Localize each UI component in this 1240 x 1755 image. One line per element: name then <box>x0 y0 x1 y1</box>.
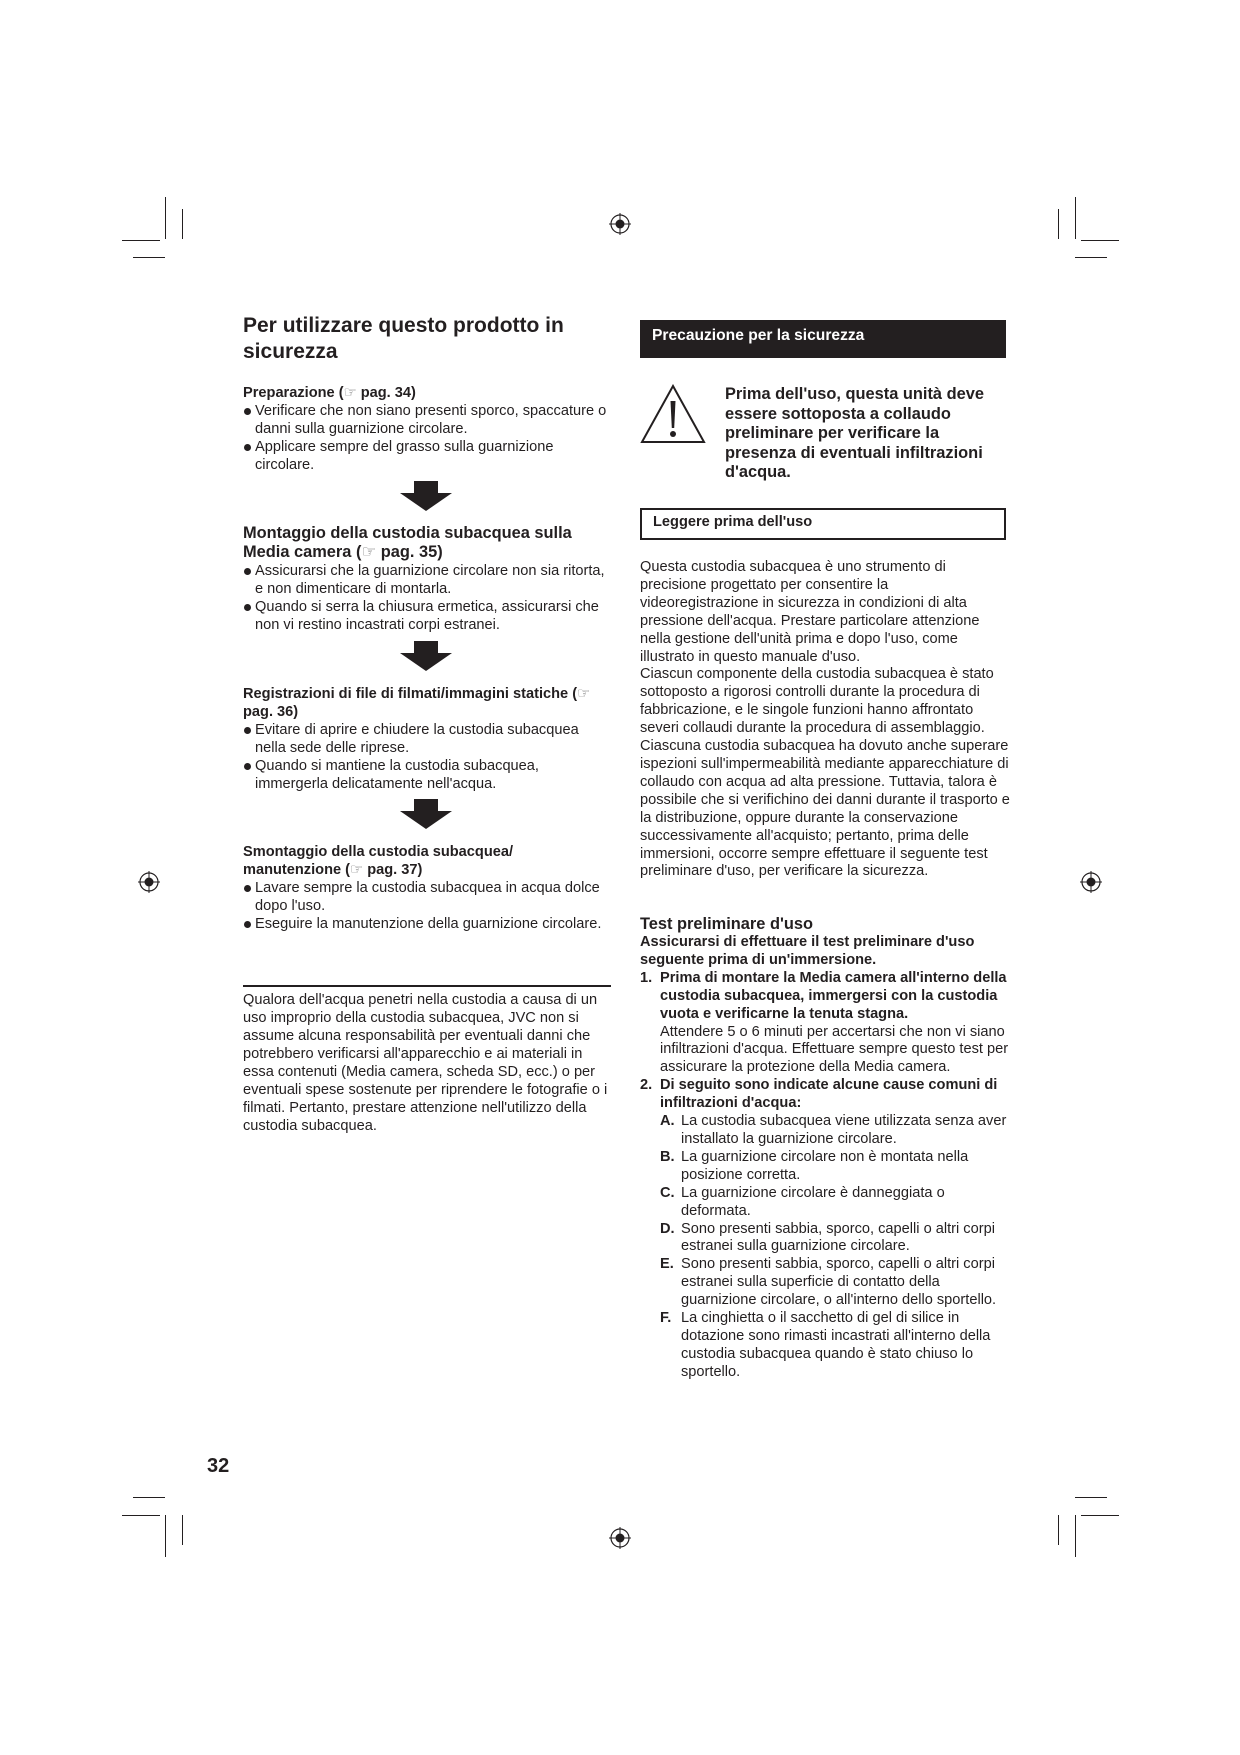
warning-icon <box>640 384 706 444</box>
registration-mark-left <box>138 871 160 893</box>
numbered-item-heading: Prima di montare la Media camera all'interno della custodia subacquea, immergersi con la custodia vuota e verificarne la tenuta stagna. <box>660 969 1007 1022</box>
arrow-down-icon <box>400 799 452 829</box>
page-reference: pag. 34 <box>360 385 412 401</box>
list-item: Evitare di aprire e chiudere la custodia subacquea nella sede delle riprese. <box>243 721 613 757</box>
step-title: Registrazioni di file di filmati/immagini statiche (☞ pag. 36) <box>243 686 591 720</box>
step-recording <box>243 685 613 793</box>
step-mounting <box>243 524 613 634</box>
step-title: Preparazione (☞ pag. 34) <box>243 385 416 401</box>
page-reference: pag. 35 <box>380 543 438 561</box>
list-item: Quando si serra la chiusura ermetica, assicurarsi che non vi restino incastrati corpi estranei. <box>243 598 613 634</box>
list-item: Quando si mantiene la custodia subacquea, immergerla delicatamente nell'acqua. <box>243 757 613 793</box>
step-maintenance <box>243 843 613 933</box>
test-title: Test preliminare d'uso <box>640 915 814 933</box>
page-reference-icon: ☞ <box>577 686 591 702</box>
read-first-heading: Leggere prima dell'uso <box>640 508 1006 540</box>
cause-item: D. Sono presenti sabbia, sporco, capelli o altri corpi estranei sulla guarnizione circolare. <box>660 1220 995 1255</box>
test-intro: Assicurarsi di effettuare il test preliminare d'uso seguente prima di un'immersione. <box>640 934 975 968</box>
list-item: Applicare sempre del grasso sulla guarnizione circolare. <box>243 438 613 474</box>
list-item: Assicurarsi che la guarnizione circolare non sia ritorta, e non dimenticare di montarla. <box>243 562 613 598</box>
cause-item: B. La guarnizione circolare non è montata nella posizione corretta. <box>660 1148 969 1183</box>
page-reference: pag. 36 <box>243 704 294 720</box>
divider <box>243 985 611 987</box>
step-title: Smontaggio della custodia subacquea/ manutenzione (☞ pag. 37) <box>243 844 514 878</box>
list-item: Lavare sempre la custodia subacquea in acqua dolce dopo l'uso. <box>243 879 613 915</box>
registration-mark-bottom <box>609 1527 631 1549</box>
step-preparation <box>243 384 613 474</box>
safety-banner: Precauzione per la sicurezza <box>640 320 1006 358</box>
numbered-item-heading: Di seguito sono indicate alcune cause comuni di infiltrazioni d'acqua: <box>660 1077 998 1112</box>
cause-item: C. La guarnizione circolare è danneggiata o deformata. <box>660 1184 945 1219</box>
page-reference-icon: ☞ <box>350 862 364 878</box>
body-paragraph: Questa custodia subacquea è uno strumento di precisione progettato per consentire la videoregistrazione in sicurezza in condizioni di alta pressione dell'acqua. Prestare particolare attenzione nella gestione dell'unità prima e dopo l'uso, come illustrato in questo manuale d'uso. <box>640 559 980 665</box>
page-number: 32 <box>207 1455 230 1477</box>
intro-body <box>640 559 1010 881</box>
page-reference-icon: ☞ <box>343 385 357 401</box>
test-section <box>640 915 1010 1382</box>
numbered-item: 2. Di seguito sono indicate alcune cause comuni di infiltrazioni d'acqua: A. La custodia subacquea viene utilizzata senza aver installato la guarnizione circolare. B. La guarnizione circolare non è montata nella posizione corretta. C. La guarnizione circolare è danneggiata o deformata. D. Sono presenti sabbia, sporco, capelli o altri corpi estranei sulla guarnizione circolare. E. Sono presenti sabbia, sporco, capelli o altri corpi estranei sulla superficie di contatto della guarnizione circolare, o all'interno dello sportello. F. La cinghietta o il sacchetto di gel di silice in dotazione sono rimasti incastrati all'interno della custodia subacquea quando è stato chiuso lo sportello. <box>640 1077 1010 1381</box>
cause-item: A. La custodia subacquea viene utilizzata senza aver installato la guarnizione circolare. <box>660 1113 1007 1147</box>
numbered-item: 1. Prima di montare la Media camera all'interno della custodia subacquea, immergersi con la custodia vuota e verificarne la tenuta stagna. Attendere 5 o 6 minuti per accertarsi che non vi siano infiltrazioni d'acqua. Effettuare sempre questo test per assicurare la protezione della Media camera. <box>640 969 1009 1076</box>
arrow-down-icon <box>400 641 452 671</box>
numbered-item-text: Attendere 5 o 6 minuti per accertarsi che non vi siano infiltrazioni d'acqua. Effettuare sempre questo test per assicurare la protezione della Media camera. <box>660 1023 1009 1076</box>
registration-mark-top <box>609 213 631 235</box>
page-reference: pag. 37 <box>367 862 418 878</box>
step-title: Montaggio della custodia subacquea sulla Media camera (☞ pag. 35) <box>243 524 572 561</box>
disclaimer-text: Qualora dell'acqua penetri nella custodia a causa di un uso improprio della custodia subacquea, JVC non si assume alcuna responsabilità per eventuali danni che potrebbero verificarsi all'apparecchio e ai materiali in essa contenuti (Media camera, scheda SD, ecc.) o per eventuali spese sostenute per riprendere le fotografie o i filmati. Pertanto, prestare attenzione nell'utilizzo della custodia subacquea. <box>243 992 608 1134</box>
arrow-down-icon <box>400 481 452 511</box>
warning-text: Prima dell'uso, questa unità deve essere sottoposta a collaudo preliminare per verificare la presenza di eventuali infiltrazioni d'acqua. <box>725 385 984 481</box>
registration-mark-right <box>1080 871 1102 893</box>
cause-item: E. Sono presenti sabbia, sporco, capelli o altri corpi estranei sulla superficie di contatto della guarnizione circolare, o all'interno dello sportello. <box>660 1256 997 1309</box>
list-item: Verificare che non siano presenti sporco, spaccature o danni sulla guarnizione circolare. <box>243 402 613 438</box>
cause-item: F. La cinghietta o il sacchetto di gel di silice in dotazione sono rimasti incastrati all'interno della custodia subacquea quando è stato chiuso lo sportello. <box>660 1310 991 1380</box>
body-paragraph: Ciascun componente della custodia subacquea è stato sottoposto a rigorosi controlli durante la procedura di fabbricazione, e le singole funzioni hanno affrontato severi collaudi durante la procedura di assemblaggio. Ciascuna custodia subacquea ha dovuto anche superare ispezioni sull'impermeabilità mediante apparecchiature di collaudo con acqua ad alta pressione. Tuttavia, talora è possibile che si verifichino dei danni durante il trasporto e la distribuzione, oppure durante la conservazione successivamente all'acquisto; pertanto, prima delle immersioni, occorre sempre effettuare il seguente test preliminare d'uso, per verificare la sicurezza. <box>640 666 1010 880</box>
page-reference-icon: ☞ <box>361 543 377 561</box>
page-title: Per utilizzare questo prodotto in sicurezza <box>243 314 564 363</box>
list-item: Eseguire la manutenzione della guarnizione circolare. <box>243 915 613 933</box>
